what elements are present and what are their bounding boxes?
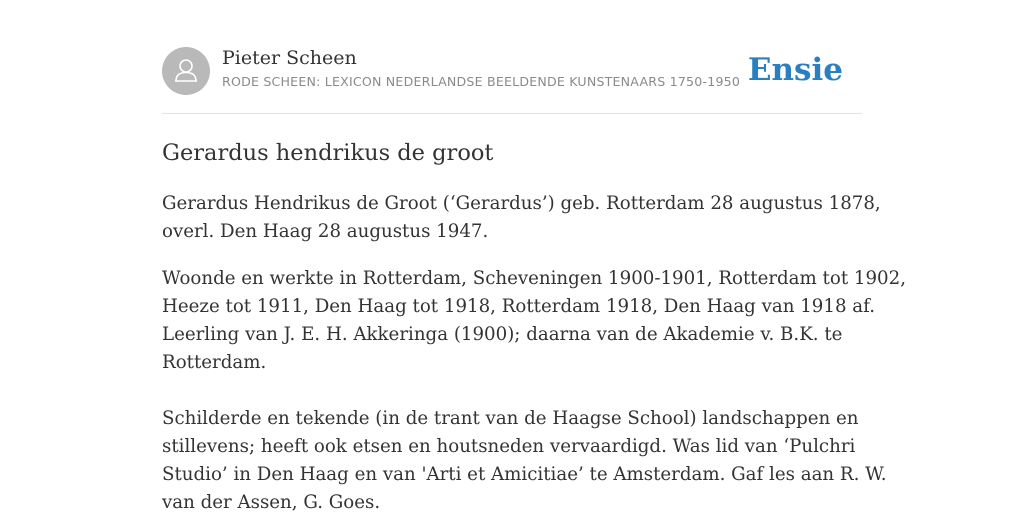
paragraph-line: overl. Den Haag 28 augustus 1947. (162, 221, 489, 242)
paragraph-line: Rotterdam. (162, 352, 267, 373)
source-label[interactable]: RODE SCHEEN: LEXICON NEDERLANDSE BEELDENDE KUNSTENAARS 1750-1950 (222, 74, 741, 89)
brand-logo[interactable]: Ensie (747, 52, 843, 88)
author-name[interactable]: Pieter Scheen (222, 47, 357, 69)
paragraph-line: Leerling van J. E. H. Akkeringa (1900); daarna van de Akademie v. B.K. te (162, 324, 843, 345)
article-paragraph-2 (162, 265, 906, 377)
paragraph-line: Schilderde en tekende (in de trant van de Haagse School) landschappen en (162, 408, 859, 429)
page-title: Gerardus hendrikus de groot (162, 140, 494, 166)
author-header (162, 46, 862, 96)
paragraph-line: van der Assen, G. Goes. (162, 492, 381, 512)
paragraph-line: Heeze tot 1911, Den Haag tot 1918, Rotterdam 1918, Den Haag van 1918 af. (162, 296, 875, 317)
article-paragraph-1 (162, 190, 881, 246)
user-avatar-icon (162, 47, 210, 95)
paragraph-line: stillevens; heeft ook etsen en houtsneden vervaardigd. Was lid van ‘Pulchri (162, 436, 856, 457)
author-avatar[interactable] (162, 47, 210, 95)
paragraph-line: Gerardus Hendrikus de Groot (‘Gerardus’) geb. Rotterdam 28 augustus 1878, (162, 193, 881, 214)
article-paragraph-3 (162, 405, 887, 512)
paragraph-line: Woonde en werkte in Rotterdam, Scheveningen 1900-1901, Rotterdam tot 1902, (162, 268, 906, 289)
paragraph-line: Studio’ in Den Haag en van 'Arti et Amicitiae’ te Amsterdam. Gaf les aan R. W. (162, 464, 887, 485)
header-divider (162, 113, 862, 114)
